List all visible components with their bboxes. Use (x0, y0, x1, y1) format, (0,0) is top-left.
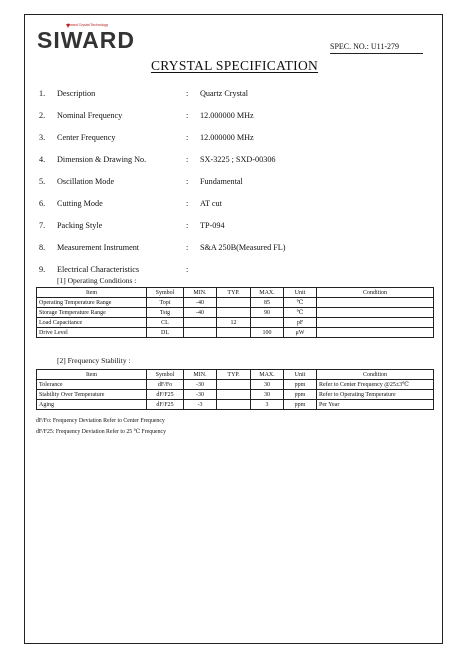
table-cell (217, 308, 251, 318)
table-cell: Tstg (147, 308, 184, 318)
table-cell (317, 328, 434, 338)
field-label: Oscillation Mode (57, 177, 115, 186)
field-colon: : (186, 133, 189, 142)
column-header: Item (37, 370, 147, 380)
field-colon: : (186, 221, 189, 230)
table-cell: ppm (284, 390, 317, 400)
field-number: 9. (39, 265, 46, 274)
table-row (37, 400, 434, 410)
field-label: Packing Style (57, 221, 103, 230)
table-row (37, 380, 434, 390)
table-row (37, 318, 434, 328)
frequency-stability-heading: [2] Frequency Stability : (57, 356, 131, 365)
table-cell (217, 328, 251, 338)
table-cell: -40 (184, 308, 217, 318)
page-title (25, 58, 444, 74)
spec-sheet-page (24, 14, 443, 644)
table-cell: pF (284, 318, 317, 328)
column-header: Unit (284, 370, 317, 380)
column-header: MIN. (184, 288, 217, 298)
table-cell (184, 328, 217, 338)
column-header: Item (37, 288, 147, 298)
field-colon: : (186, 199, 189, 208)
table-header-row (37, 288, 434, 298)
field-value: Quartz Crystal (200, 89, 248, 98)
table-cell (217, 380, 251, 390)
column-header: Symbol (147, 370, 184, 380)
spec-number-underline (330, 53, 423, 54)
table-cell: ℃ (284, 308, 317, 318)
table-cell: 90 (251, 308, 284, 318)
table-cell: -30 (184, 380, 217, 390)
field-label: Nominal Frequency (57, 111, 123, 120)
table-row (37, 328, 434, 338)
table-cell: -40 (184, 298, 217, 308)
table-row (37, 390, 434, 400)
table-cell (317, 318, 434, 328)
table-cell (251, 318, 284, 328)
field-colon: : (186, 111, 189, 120)
field-value: SX-3225 ; SXD-00306 (200, 155, 276, 164)
table-cell (217, 390, 251, 400)
note-25c-frequency: dF/F25: Frequency Deviation Refer to 25 ℃ Frequency (36, 429, 166, 435)
table-cell: Tolerance (37, 380, 147, 390)
table-cell (217, 298, 251, 308)
table-cell: 30 (251, 390, 284, 400)
table-cell (317, 308, 434, 318)
column-header: Unit (284, 288, 317, 298)
table-cell: Load Capacitance (37, 318, 147, 328)
table-cell: Storage Temperature Range (37, 308, 147, 318)
table-cell: Drive Level (37, 328, 147, 338)
field-number: 3. (39, 133, 46, 142)
field-number: 5. (39, 177, 46, 186)
spec-number: SPEC. NO.: U11-279 (330, 42, 400, 51)
column-header: MIN. (184, 370, 217, 380)
table-cell: dF/F25 (147, 390, 184, 400)
table-cell: 30 (251, 380, 284, 390)
field-number: 7. (39, 221, 46, 230)
column-header: Symbol (147, 288, 184, 298)
field-colon: : (186, 89, 189, 98)
field-colon: : (186, 243, 189, 252)
table-cell: Refer to Center Frequency @25±3℃ (317, 380, 434, 390)
field-value: AT cut (200, 199, 222, 208)
table-cell: DL (147, 328, 184, 338)
table-cell: dF/F25 (147, 400, 184, 410)
field-label: Description (57, 89, 96, 98)
field-label: Dimension & Drawing No. (57, 155, 147, 164)
field-value: 12.000000 MHz (200, 133, 254, 142)
column-header: MAX. (251, 288, 284, 298)
table-row (37, 298, 434, 308)
field-value: Fundamental (200, 177, 243, 186)
table-cell: μW (284, 328, 317, 338)
table-cell: ℃ (284, 298, 317, 308)
column-header: Condition (317, 370, 434, 380)
frequency-stability-table (36, 369, 434, 410)
table-cell: Refer to Operating Temperature (317, 390, 434, 400)
note-center-frequency: dF/Fo: Frequency Deviation Refer to Center Frequency (36, 418, 165, 424)
page-title-text: CRYSTAL SPECIFICATION (150, 58, 319, 73)
table-row (37, 308, 434, 318)
field-colon: : (186, 265, 189, 274)
table-cell: -30 (184, 390, 217, 400)
table-cell: Stability Over Temperature (37, 390, 147, 400)
field-label: Center Frequency (57, 133, 116, 142)
logo-text: SIWARD (37, 27, 135, 53)
field-label: Cutting Mode (57, 199, 103, 208)
table-cell: Per Year (317, 400, 434, 410)
field-number: 1. (39, 89, 46, 98)
field-colon: : (186, 177, 189, 186)
table-cell: Aging (37, 400, 147, 410)
column-header: MAX. (251, 370, 284, 380)
field-number: 4. (39, 155, 46, 164)
field-value: 12.000000 MHz (200, 111, 254, 120)
table-cell: Topt (147, 298, 184, 308)
table-cell (184, 318, 217, 328)
column-header: TYP. (217, 370, 251, 380)
table-cell: dF/Fo (147, 380, 184, 390)
table-header-row (37, 370, 434, 380)
operating-conditions-heading: [1] Operating Conditions : (57, 276, 137, 285)
field-value: TP-094 (200, 221, 225, 230)
table-cell (217, 400, 251, 410)
column-header: Condition (317, 288, 434, 298)
table-cell: CL (147, 318, 184, 328)
field-colon: : (186, 155, 189, 164)
table-cell: 3 (251, 400, 284, 410)
field-value: S&A 250B(Measured FL) (200, 243, 286, 252)
table-cell: 12 (217, 318, 251, 328)
table-cell (317, 298, 434, 308)
table-cell: Operating Temperature Range (37, 298, 147, 308)
table-cell: 85 (251, 298, 284, 308)
operating-conditions-table (36, 287, 434, 338)
table-cell: ppm (284, 400, 317, 410)
field-number: 2. (39, 111, 46, 120)
logo-tagline: Siward Crystal Technology (67, 23, 109, 27)
table-cell: -3 (184, 400, 217, 410)
table-cell: 100 (251, 328, 284, 338)
column-header: TYP. (217, 288, 251, 298)
field-label: Measurement Instrument (57, 243, 140, 252)
field-number: 8. (39, 243, 46, 252)
field-label: Electrical Characteristics (57, 265, 140, 274)
field-number: 6. (39, 199, 46, 208)
table-cell: ppm (284, 380, 317, 390)
